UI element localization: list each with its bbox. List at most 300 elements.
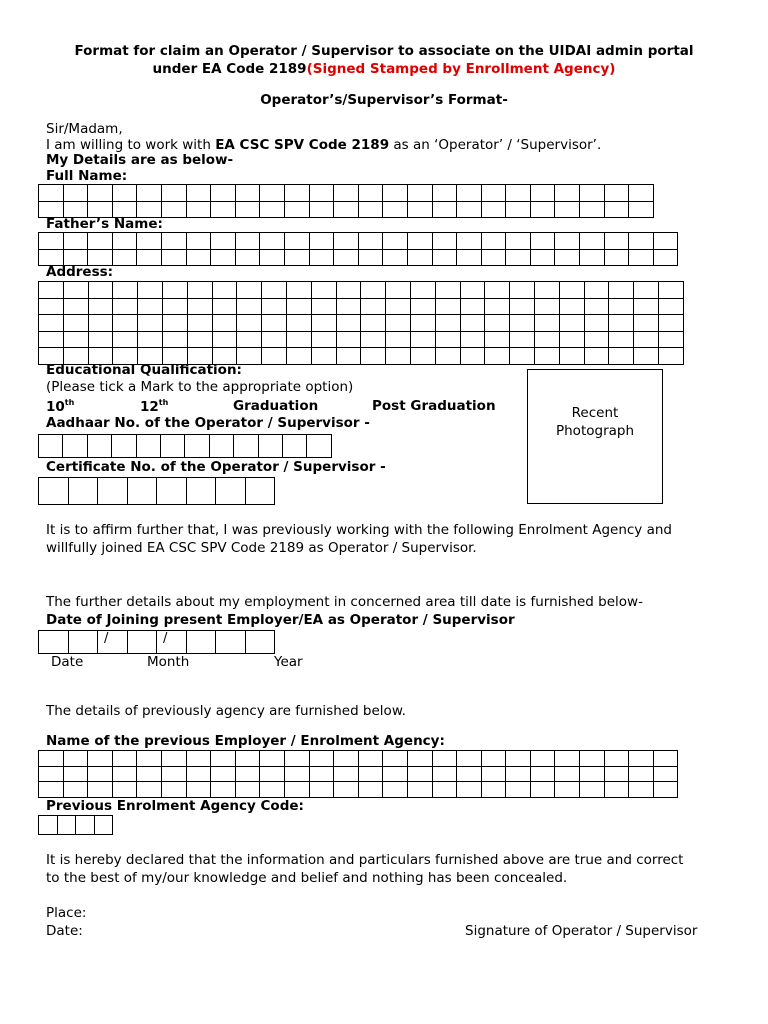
grid-cell[interactable] xyxy=(584,348,609,365)
grid-cell[interactable] xyxy=(609,298,634,315)
grid-cell[interactable] xyxy=(260,185,285,202)
grid-cell[interactable] xyxy=(407,233,432,250)
grid-cell[interactable] xyxy=(604,249,629,266)
grid-cell[interactable] xyxy=(112,435,136,458)
grid-cell[interactable] xyxy=(57,816,76,835)
grid-cell[interactable] xyxy=(410,315,435,332)
grid-cell[interactable] xyxy=(137,766,162,782)
grid-cell[interactable] xyxy=(658,331,683,348)
grid-cell[interactable] xyxy=(604,185,629,202)
grid-cell[interactable] xyxy=(235,185,260,202)
grid-cell[interactable] xyxy=(460,298,485,315)
grid-cell[interactable] xyxy=(604,751,629,767)
grid-cell[interactable] xyxy=(311,348,336,365)
grid-cell[interactable] xyxy=(284,766,309,782)
certificate-grid[interactable] xyxy=(38,477,275,505)
grid-cell[interactable] xyxy=(604,233,629,250)
grid-cell[interactable] xyxy=(604,782,629,798)
grid-cell[interactable] xyxy=(39,766,64,782)
grid-cell[interactable] xyxy=(358,782,383,798)
grid-cell[interactable] xyxy=(63,298,88,315)
grid-cell[interactable] xyxy=(284,185,309,202)
grid-cell[interactable] xyxy=(485,282,510,299)
grid-cell[interactable] xyxy=(530,185,555,202)
father-name-grid[interactable] xyxy=(38,232,678,266)
grid-cell[interactable] xyxy=(555,249,580,266)
grid-cell[interactable] xyxy=(186,631,216,654)
grid-cell[interactable] xyxy=(39,315,64,332)
grid-cell[interactable] xyxy=(386,282,411,299)
grid-cell[interactable] xyxy=(157,478,187,505)
grid-cell[interactable] xyxy=(361,315,386,332)
grid-cell[interactable] xyxy=(282,435,306,458)
grid-cell[interactable] xyxy=(336,348,361,365)
grid-cell[interactable] xyxy=(485,348,510,365)
grid-cell[interactable] xyxy=(39,331,64,348)
grid-cell[interactable] xyxy=(39,185,64,202)
grid-cell[interactable] xyxy=(284,249,309,266)
grid-cell[interactable] xyxy=(309,782,334,798)
grid-cell[interactable] xyxy=(559,348,584,365)
grid-cell[interactable] xyxy=(510,348,535,365)
grid-cell[interactable] xyxy=(460,315,485,332)
grid-cell[interactable] xyxy=(653,766,678,782)
grid-cell[interactable] xyxy=(262,298,287,315)
grid-cell[interactable] xyxy=(609,331,634,348)
grid-cell[interactable] xyxy=(137,782,162,798)
grid-cell[interactable] xyxy=(161,766,186,782)
grid-cell[interactable] xyxy=(161,249,186,266)
previous-name-grid[interactable] xyxy=(38,750,678,798)
grid-cell[interactable] xyxy=(262,315,287,332)
grid-cell[interactable] xyxy=(245,478,275,505)
grid-cell[interactable] xyxy=(534,282,559,299)
grid-cell[interactable] xyxy=(534,298,559,315)
grid-cell[interactable] xyxy=(309,766,334,782)
grid-cell[interactable] xyxy=(358,201,383,218)
grid-cell[interactable] xyxy=(63,331,88,348)
grid-cell[interactable] xyxy=(506,233,531,250)
grid-cell[interactable] xyxy=(63,282,88,299)
grid-cell[interactable] xyxy=(361,298,386,315)
grid-cell[interactable] xyxy=(211,766,236,782)
grid-cell[interactable] xyxy=(530,201,555,218)
grid-cell[interactable] xyxy=(604,766,629,782)
grid-cell[interactable] xyxy=(286,298,311,315)
grid-cell[interactable] xyxy=(457,751,482,767)
grid-cell[interactable] xyxy=(534,348,559,365)
grid-cell[interactable] xyxy=(383,185,408,202)
grid-cell[interactable] xyxy=(137,233,162,250)
grid-cell[interactable] xyxy=(284,233,309,250)
grid-cell[interactable] xyxy=(559,315,584,332)
grid-cell[interactable] xyxy=(481,233,506,250)
grid-cell[interactable] xyxy=(186,185,211,202)
grid-cell[interactable] xyxy=(629,249,654,266)
grid-cell[interactable] xyxy=(410,331,435,348)
grid-cell[interactable] xyxy=(211,751,236,767)
grid-cell[interactable] xyxy=(629,233,654,250)
grid-cell[interactable] xyxy=(658,348,683,365)
grid-cell[interactable] xyxy=(457,766,482,782)
grid-cell[interactable] xyxy=(88,331,113,348)
grid-cell[interactable] xyxy=(358,185,383,202)
grid-cell[interactable] xyxy=(311,298,336,315)
grid-cell[interactable] xyxy=(63,782,88,798)
grid-cell[interactable] xyxy=(334,249,359,266)
grid-cell[interactable] xyxy=(63,315,88,332)
grid-cell[interactable] xyxy=(383,233,408,250)
grid-cell[interactable] xyxy=(506,766,531,782)
grid-cell[interactable] xyxy=(260,233,285,250)
grid-cell[interactable] xyxy=(284,782,309,798)
grid-cell[interactable] xyxy=(39,631,69,654)
grid-cell[interactable] xyxy=(334,766,359,782)
grid-cell[interactable] xyxy=(604,201,629,218)
grid-cell[interactable] xyxy=(63,766,88,782)
grid-cell[interactable] xyxy=(162,282,187,299)
grid-cell[interactable] xyxy=(358,751,383,767)
grid-cell[interactable] xyxy=(260,782,285,798)
grid-cell[interactable] xyxy=(186,233,211,250)
grid-cell[interactable] xyxy=(39,233,64,250)
grid-cell[interactable] xyxy=(584,298,609,315)
grid-cell[interactable] xyxy=(435,348,460,365)
grid-cell[interactable] xyxy=(63,751,88,767)
grid-cell[interactable] xyxy=(386,315,411,332)
grid-cell[interactable] xyxy=(211,185,236,202)
grid-cell[interactable] xyxy=(336,282,361,299)
grid-cell[interactable] xyxy=(113,282,138,299)
grid-cell[interactable] xyxy=(186,751,211,767)
grid-cell[interactable] xyxy=(187,331,212,348)
grid-cell[interactable] xyxy=(161,233,186,250)
grid-cell[interactable] xyxy=(653,249,678,266)
grid-cell[interactable] xyxy=(435,298,460,315)
grid-cell[interactable] xyxy=(286,282,311,299)
grid-cell[interactable] xyxy=(138,282,163,299)
grid-cell[interactable] xyxy=(584,315,609,332)
grid-cell[interactable] xyxy=(39,478,69,505)
grid-cell[interactable] xyxy=(653,782,678,798)
grid-cell[interactable] xyxy=(534,331,559,348)
aadhaar-grid[interactable] xyxy=(38,434,332,458)
grid-cell[interactable] xyxy=(361,331,386,348)
grid-cell[interactable] xyxy=(237,315,262,332)
grid-cell[interactable] xyxy=(39,298,64,315)
grid-cell[interactable] xyxy=(286,348,311,365)
grid-cell[interactable] xyxy=(211,233,236,250)
grid-cell[interactable] xyxy=(580,766,605,782)
grid-cell[interactable] xyxy=(481,766,506,782)
full-name-grid[interactable] xyxy=(38,184,654,218)
grid-cell[interactable] xyxy=(435,282,460,299)
grid-cell[interactable] xyxy=(161,201,186,218)
grid-cell[interactable] xyxy=(284,201,309,218)
grid-cell[interactable] xyxy=(209,435,233,458)
grid-cell[interactable] xyxy=(162,298,187,315)
grid-cell[interactable] xyxy=(361,348,386,365)
grid-cell[interactable] xyxy=(386,331,411,348)
grid-cell[interactable] xyxy=(432,249,457,266)
grid-cell[interactable] xyxy=(137,249,162,266)
grid-cell[interactable] xyxy=(580,751,605,767)
grid-cell[interactable] xyxy=(187,282,212,299)
grid-cell[interactable] xyxy=(580,782,605,798)
grid-cell[interactable] xyxy=(237,298,262,315)
grid-cell[interactable] xyxy=(235,751,260,767)
grid-cell[interactable] xyxy=(555,185,580,202)
grid-cell[interactable] xyxy=(383,766,408,782)
grid-cell[interactable] xyxy=(311,315,336,332)
grid-cell[interactable] xyxy=(410,348,435,365)
grid-cell[interactable] xyxy=(383,782,408,798)
previous-code-grid[interactable] xyxy=(38,815,113,835)
grid-cell[interactable] xyxy=(307,435,331,458)
grid-cell[interactable] xyxy=(186,766,211,782)
grid-cell[interactable] xyxy=(530,233,555,250)
grid-cell[interactable] xyxy=(530,249,555,266)
grid-cell[interactable] xyxy=(457,201,482,218)
grid-cell[interactable] xyxy=(88,185,113,202)
grid-cell[interactable] xyxy=(161,751,186,767)
grid-cell[interactable] xyxy=(481,782,506,798)
option-post-graduation[interactable]: Post Graduation xyxy=(372,398,496,414)
grid-cell[interactable] xyxy=(161,782,186,798)
grid-cell[interactable] xyxy=(309,201,334,218)
grid-cell[interactable] xyxy=(235,233,260,250)
grid-cell[interactable] xyxy=(481,751,506,767)
option-graduation[interactable]: Graduation xyxy=(233,398,319,414)
grid-cell[interactable] xyxy=(39,282,64,299)
grid-cell[interactable] xyxy=(211,201,236,218)
grid-cell[interactable] xyxy=(485,315,510,332)
grid-cell[interactable] xyxy=(187,315,212,332)
grid-cell[interactable] xyxy=(584,282,609,299)
grid-cell[interactable] xyxy=(68,631,98,654)
grid-cell[interactable] xyxy=(211,249,236,266)
grid-cell[interactable] xyxy=(260,751,285,767)
grid-cell[interactable] xyxy=(658,298,683,315)
grid-cell[interactable] xyxy=(580,233,605,250)
grid-cell[interactable] xyxy=(138,331,163,348)
grid-cell[interactable] xyxy=(358,233,383,250)
grid-cell[interactable] xyxy=(186,478,216,505)
grid-cell[interactable] xyxy=(580,201,605,218)
grid-cell[interactable] xyxy=(186,249,211,266)
grid-cell[interactable] xyxy=(127,631,157,654)
grid-cell[interactable] xyxy=(63,233,88,250)
grid-cell[interactable] xyxy=(407,766,432,782)
grid-cell[interactable] xyxy=(506,782,531,798)
grid-cell[interactable] xyxy=(235,766,260,782)
grid-cell[interactable] xyxy=(260,766,285,782)
grid-cell[interactable] xyxy=(39,751,64,767)
grid-cell[interactable] xyxy=(187,298,212,315)
grid-cell[interactable] xyxy=(658,282,683,299)
grid-cell[interactable] xyxy=(634,282,659,299)
grid-cell[interactable] xyxy=(334,751,359,767)
grid-cell[interactable] xyxy=(235,782,260,798)
grid-cell[interactable] xyxy=(407,185,432,202)
grid-cell[interactable] xyxy=(555,782,580,798)
grid-cell[interactable] xyxy=(334,201,359,218)
grid-cell[interactable] xyxy=(162,331,187,348)
grid-cell[interactable] xyxy=(98,478,128,505)
grid-cell[interactable] xyxy=(245,631,275,654)
grid-cell[interactable] xyxy=(87,435,111,458)
grid-cell[interactable] xyxy=(432,185,457,202)
grid-cell[interactable] xyxy=(555,751,580,767)
grid-cell[interactable] xyxy=(653,233,678,250)
grid-cell[interactable] xyxy=(358,766,383,782)
grid-cell[interactable] xyxy=(510,298,535,315)
grid-cell[interactable] xyxy=(88,298,113,315)
grid-cell[interactable] xyxy=(88,751,113,767)
grid-cell[interactable] xyxy=(510,315,535,332)
grid-cell[interactable] xyxy=(157,631,187,654)
grid-cell[interactable] xyxy=(634,298,659,315)
grid-cell[interactable] xyxy=(309,233,334,250)
grid-cell[interactable] xyxy=(237,282,262,299)
grid-cell[interactable] xyxy=(559,298,584,315)
grid-cell[interactable] xyxy=(410,298,435,315)
grid-cell[interactable] xyxy=(629,766,654,782)
option-10th[interactable] xyxy=(46,398,74,415)
grid-cell[interactable] xyxy=(580,185,605,202)
grid-cell[interactable] xyxy=(88,782,113,798)
grid-cell[interactable] xyxy=(584,331,609,348)
grid-cell[interactable] xyxy=(629,782,654,798)
grid-cell[interactable] xyxy=(185,435,209,458)
grid-cell[interactable] xyxy=(127,478,157,505)
grid-cell[interactable] xyxy=(94,816,113,835)
grid-cell[interactable] xyxy=(186,782,211,798)
grid-cell[interactable] xyxy=(432,751,457,767)
grid-cell[interactable] xyxy=(212,282,237,299)
grid-cell[interactable] xyxy=(311,331,336,348)
grid-cell[interactable] xyxy=(260,201,285,218)
grid-cell[interactable] xyxy=(284,751,309,767)
grid-cell[interactable] xyxy=(286,331,311,348)
grid-cell[interactable] xyxy=(112,185,137,202)
grid-cell[interactable] xyxy=(334,782,359,798)
grid-cell[interactable] xyxy=(653,751,678,767)
grid-cell[interactable] xyxy=(112,751,137,767)
grid-cell[interactable] xyxy=(634,348,659,365)
grid-cell[interactable] xyxy=(559,282,584,299)
grid-cell[interactable] xyxy=(186,201,211,218)
joining-date-grid[interactable] xyxy=(38,630,275,654)
grid-cell[interactable] xyxy=(530,766,555,782)
grid-cell[interactable] xyxy=(407,751,432,767)
grid-cell[interactable] xyxy=(334,185,359,202)
grid-cell[interactable] xyxy=(457,185,482,202)
grid-cell[interactable] xyxy=(481,185,506,202)
grid-cell[interactable] xyxy=(212,298,237,315)
grid-cell[interactable] xyxy=(262,282,287,299)
grid-cell[interactable] xyxy=(534,315,559,332)
grid-cell[interactable] xyxy=(609,315,634,332)
grid-cell[interactable] xyxy=(506,249,531,266)
grid-cell[interactable] xyxy=(555,233,580,250)
grid-cell[interactable] xyxy=(460,282,485,299)
grid-cell[interactable] xyxy=(235,201,260,218)
grid-cell[interactable] xyxy=(407,249,432,266)
grid-cell[interactable] xyxy=(136,435,160,458)
grid-cell[interactable] xyxy=(88,315,113,332)
grid-cell[interactable] xyxy=(113,315,138,332)
grid-cell[interactable] xyxy=(211,782,236,798)
grid-cell[interactable] xyxy=(309,249,334,266)
grid-cell[interactable] xyxy=(262,331,287,348)
grid-cell[interactable] xyxy=(63,185,88,202)
grid-cell[interactable] xyxy=(432,201,457,218)
grid-cell[interactable] xyxy=(160,435,184,458)
grid-cell[interactable] xyxy=(386,298,411,315)
grid-cell[interactable] xyxy=(334,233,359,250)
grid-cell[interactable] xyxy=(559,331,584,348)
grid-cell[interactable] xyxy=(629,185,654,202)
grid-cell[interactable] xyxy=(68,478,98,505)
grid-cell[interactable] xyxy=(234,435,258,458)
grid-cell[interactable] xyxy=(88,766,113,782)
grid-cell[interactable] xyxy=(137,185,162,202)
grid-cell[interactable] xyxy=(309,185,334,202)
grid-cell[interactable] xyxy=(485,298,510,315)
grid-cell[interactable] xyxy=(112,249,137,266)
grid-cell[interactable] xyxy=(88,233,113,250)
grid-cell[interactable] xyxy=(383,201,408,218)
grid-cell[interactable] xyxy=(432,782,457,798)
grid-cell[interactable] xyxy=(112,782,137,798)
grid-cell[interactable] xyxy=(336,331,361,348)
grid-cell[interactable] xyxy=(506,185,531,202)
grid-cell[interactable] xyxy=(361,282,386,299)
grid-cell[interactable] xyxy=(162,315,187,332)
grid-cell[interactable] xyxy=(137,751,162,767)
grid-cell[interactable] xyxy=(138,315,163,332)
grid-cell[interactable] xyxy=(658,315,683,332)
address-grid[interactable] xyxy=(38,281,684,365)
option-12th[interactable] xyxy=(140,398,168,415)
grid-cell[interactable] xyxy=(629,201,654,218)
grid-cell[interactable] xyxy=(432,233,457,250)
grid-cell[interactable] xyxy=(216,478,246,505)
grid-cell[interactable] xyxy=(113,298,138,315)
grid-cell[interactable] xyxy=(506,201,531,218)
grid-cell[interactable] xyxy=(481,249,506,266)
grid-cell[interactable] xyxy=(161,185,186,202)
grid-cell[interactable] xyxy=(63,435,87,458)
grid-cell[interactable] xyxy=(311,282,336,299)
grid-cell[interactable] xyxy=(88,282,113,299)
grid-cell[interactable] xyxy=(76,816,95,835)
grid-cell[interactable] xyxy=(383,249,408,266)
grid-cell[interactable] xyxy=(435,331,460,348)
grid-cell[interactable] xyxy=(530,782,555,798)
grid-cell[interactable] xyxy=(258,435,282,458)
grid-cell[interactable] xyxy=(286,315,311,332)
grid-cell[interactable] xyxy=(634,331,659,348)
grid-cell[interactable] xyxy=(262,348,287,365)
grid-cell[interactable] xyxy=(39,782,64,798)
grid-cell[interactable] xyxy=(435,315,460,332)
grid-cell[interactable] xyxy=(460,348,485,365)
grid-cell[interactable] xyxy=(410,282,435,299)
grid-cell[interactable] xyxy=(212,331,237,348)
grid-cell[interactable] xyxy=(530,751,555,767)
